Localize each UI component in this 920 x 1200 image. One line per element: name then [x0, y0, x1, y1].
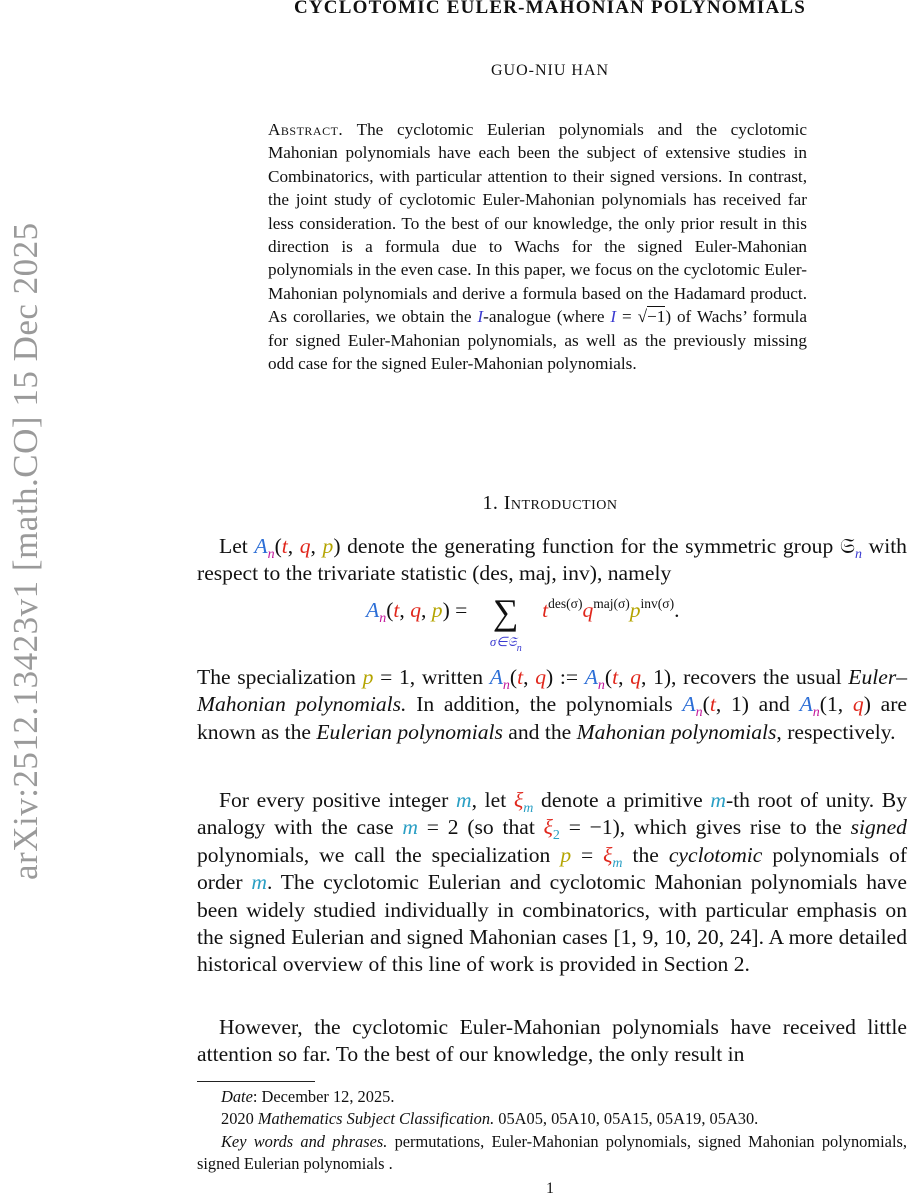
p2-a: The specialization	[197, 665, 356, 689]
date-label: Date	[221, 1087, 253, 1106]
msc-label: Mathematics Subject Classification.	[257, 1109, 495, 1129]
abstract-i-symbol-2: I	[610, 307, 617, 327]
abstract-text: The cyclotomic Eulerian polynomials and the cyclotomic Mahonian polynomials have each been the subject of extensive studies in Combinatorics, with particular attention to their signed versions. In contrast, the joint study of cyclotomic Euler-Mahonian polynomials has received far less consideration. To the best of our knowledge, the only prior result in this direction is a formula due to Wachs for the signed Euler-Mahonian polynomials in the even case. In this paper, we focus on the cyclotomic Euler-Mahonian polynomials and derive a formula based on the Hadamard product. As corollaries, we obtain the	[268, 120, 807, 327]
p3-c: denote a primitive	[541, 788, 703, 812]
p3-d: -th root of unity. By analogy with the case	[197, 788, 908, 840]
paper-title: CYCLOTOMIC EULER-MAHONIAN POLYNOMIALS	[293, 0, 807, 18]
abstract-i-symbol: I	[477, 307, 484, 327]
footnote-msc	[197, 1108, 907, 1130]
msc-year: 2020	[221, 1109, 254, 1129]
p2-d: In addition, the polynomials	[416, 692, 673, 717]
intro-paragraph-4: However, the cyclotomic Euler-Mahonian polynomials have received little attention so far. To the best of our knowledge, the only result in	[197, 1015, 907, 1067]
p3-f: = −1), which gives rise to the	[568, 815, 842, 840]
p2-f: are known as the	[197, 692, 908, 744]
author-name: GUO-NIU HAN	[490, 62, 610, 79]
p2-em-mahonian: Mahonian polynomials	[576, 719, 777, 744]
abstract-analogue: -analogue	[483, 307, 551, 327]
p3-e: = 2 (so that	[426, 815, 535, 840]
footnote-date	[197, 1086, 907, 1108]
p2-em-eulerian: Eulerian polynomials	[316, 719, 503, 744]
abstract-label: Abstract.	[268, 120, 344, 139]
keywords-label: Key words and phrases.	[221, 1131, 388, 1151]
math-a-n-tq: $A_n(t$, q) := $A_n(t$, q, 1),	[489, 665, 677, 693]
p3-j: . The cyclotomic Eulerian and cyclotomic Mahonian polynomials have been widely studied individually in combinatorics, with particular emphasis on the signed Eulerian and signed Mahonian cases [1, 9, 10, 20, 24]. A more detailed historical overview of this line of work is provided in Section 2.	[197, 870, 907, 977]
abstract-sqrt-arg: −1	[647, 307, 666, 327]
exp-maj: maj(σ)	[593, 595, 630, 611]
intro-paragraph-3: For every positive integer m, let $\xi_m$ denote a primitive m-th root of unity. By analogy with the case m = 2 (so that $\xi_2 = -1$), which gives rise to the signed polynomials, we call the specialization $p = \xi_m$ the cyclotomic polynomials of order m. The cyclotomic Eulerian and cyclotomic Mahonian polynomials have been widely studied individually in combinatorics, with particular emphasis on the signed Eulerian and signed Mahonian cases [1, 9, 10, 20, 24]. A more detailed historical overview of this line of work is provided in Section 2.	[197, 788, 908, 977]
page-number: 1	[546, 1180, 554, 1197]
p1-denote: denote the generating function for the symmetric group	[347, 534, 834, 558]
p3-a: For every positive integer	[219, 788, 449, 812]
section-title: Introduction	[503, 492, 618, 514]
intro-paragraph-1	[197, 533, 907, 588]
abstract-where: (where	[556, 307, 605, 327]
p3-b: , let	[471, 788, 507, 812]
abstract	[268, 118, 807, 375]
section-number: 1.	[482, 492, 499, 514]
sum-subscript: σ∈𝔖$_n$	[489, 634, 522, 654]
arxiv-stamp	[2, 160, 46, 880]
math-a-n-tqp: $A_n(t$, q, p)	[254, 534, 341, 562]
msc-codes: 05A05, 05A10, 05A15, 05A19, 05A30.	[498, 1109, 759, 1129]
arxiv-id: arXiv:2512.13423v1 [math.CO] 15 Dec 2025	[6, 222, 45, 880]
display-equation: $A_n(t$, q, p) = ∑ σ∈𝔖$_n$ $t^{des(\sigma)}q^{maj(\sigma)}p^{inv(\sigma)}$.	[366, 592, 680, 654]
math-a-n-t1: $A_n(t$, 1)	[682, 692, 749, 721]
footnote-rule	[197, 1081, 315, 1082]
p2-c: recovers the usual	[683, 665, 842, 689]
p2-g: and the	[508, 719, 572, 744]
p1-let: Let	[219, 534, 248, 558]
footnotes	[197, 1086, 907, 1176]
sum-operator: ∑ σ∈𝔖$_n$	[477, 594, 535, 630]
section-heading	[200, 492, 900, 515]
p3-h: the	[632, 842, 659, 867]
p1-statistic: with respect to the trivariate statistic (des, maj, inv), namely	[197, 534, 907, 586]
p3-i: polynomials of order	[197, 842, 908, 895]
keywords-text: permutations, Euler-Mahonian polynomials, signed Mahonian polynomials, signed Eulerian polynomials .	[197, 1131, 907, 1174]
exp-inv: inv(σ)	[640, 595, 675, 611]
date-value: : December 12, 2025.	[252, 1087, 395, 1106]
exp-des: des(σ)	[548, 595, 583, 611]
abstract-equals: =	[622, 307, 632, 327]
p3-g: polynomials, we call the specialization	[197, 842, 551, 867]
math-a-n-1q: $A_n(1$, q)	[799, 692, 871, 721]
p2-e: and	[758, 692, 790, 717]
abstract-tail: ) of Wachs’ formula for signed Euler-Mahonian polynomials, as well as the previously missing odd case for the signed Euler-Mahonian polynomials.	[268, 307, 807, 374]
p2-h: , respectively.	[776, 719, 896, 744]
p2-b: = 1, written	[380, 665, 484, 689]
footnote-keywords	[197, 1131, 907, 1176]
p3-em-signed: signed	[850, 815, 907, 840]
p3-em-cyclotomic: cyclotomic	[668, 842, 763, 867]
intro-paragraph-2: The specialization p = 1, written $A_n(t$, q) := $A_n(t$, q, 1), recovers the usual Euler–Mahonian polynomials. In addition, the polynomials $A_n(t$, 1) and $A_n(1$, q) are known as the Eulerian polynomials and the Mahonian polynomials, respectively.	[197, 665, 908, 744]
p2-em-euler-mahonian: Euler–Mahonian polynomials.	[197, 665, 908, 717]
math-symmetric-group: 𝔖$_n$	[839, 534, 863, 562]
abstract-sqrt-symbol: √	[637, 307, 648, 327]
